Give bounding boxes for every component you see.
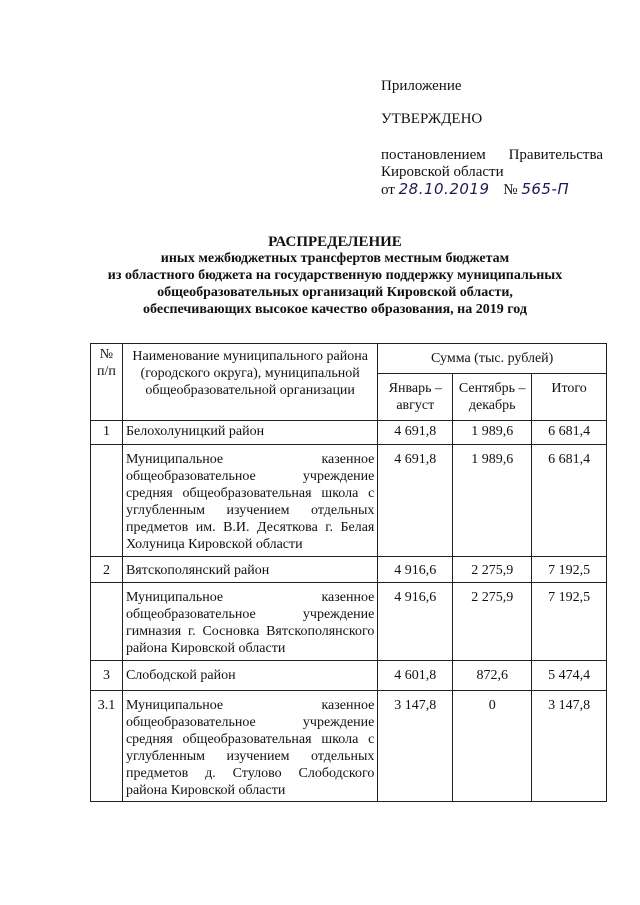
table-row bbox=[91, 421, 607, 445]
doc-subtitle-1: иных межбюджетных трансфертов местным бюджетам bbox=[160, 251, 510, 266]
doc-title: РАСПРЕДЕЛЕНИЕ bbox=[268, 234, 402, 250]
doc-subtitle-3: общеобразовательных организаций Кировской области, bbox=[157, 285, 513, 300]
row-total: 6 681,4 bbox=[532, 445, 607, 557]
row-sep: 1 989,6 bbox=[453, 421, 532, 445]
row-sep: 2 275,9 bbox=[453, 557, 532, 583]
table-row bbox=[91, 661, 607, 691]
row-num bbox=[91, 445, 123, 557]
row-name: Муниципальное казенное общеобразовательное учреждение средняя общеобразовательная школа с углубленным изучением отдельных предметов им. В.И. Десяткова г. Белая Холуница Кировской области bbox=[122, 445, 377, 557]
row-jan: 4 691,8 bbox=[378, 445, 453, 557]
row-jan: 4 601,8 bbox=[378, 661, 453, 691]
col-sep-header: Сентябрь – декабрь bbox=[453, 374, 532, 421]
col-jan-header: Январь – август bbox=[378, 374, 453, 421]
doc-subtitle-2: из областного бюджета на государственную поддержку муниципальных bbox=[107, 268, 563, 283]
row-jan: 4 691,8 bbox=[378, 421, 453, 445]
row-total: 5 474,4 bbox=[532, 661, 607, 691]
col-sum-header: Сумма (тыс. рублей) bbox=[378, 344, 607, 374]
row-num: 2 bbox=[91, 557, 123, 583]
distribution-table bbox=[90, 343, 607, 802]
row-name: Вятскополянский район bbox=[122, 557, 377, 583]
row-sep: 1 989,6 bbox=[453, 445, 532, 557]
row-name: Слободской район bbox=[122, 661, 377, 691]
row-total: 6 681,4 bbox=[532, 421, 607, 445]
row-name: Белохолуницкий район bbox=[122, 421, 377, 445]
row-total: 7 192,5 bbox=[532, 557, 607, 583]
decree-line1-right: Правительства bbox=[508, 147, 603, 163]
table-row bbox=[91, 445, 607, 557]
row-jan: 4 916,6 bbox=[378, 583, 453, 661]
decree-no-label: № bbox=[503, 182, 518, 198]
col-name-header: Наименование муниципального района (городского округа), муниципальной общеобразовательной организации bbox=[122, 344, 377, 421]
row-num bbox=[91, 583, 123, 661]
col-total-header: Итого bbox=[532, 374, 607, 421]
row-total: 7 192,5 bbox=[532, 583, 607, 661]
decree-line1 bbox=[381, 146, 603, 164]
decree-date: 28.10.2019 bbox=[398, 180, 490, 198]
decree-line2: Кировской области bbox=[381, 164, 504, 180]
col-num-header: № п/п bbox=[91, 344, 123, 421]
decree-line1-left: постановлением bbox=[381, 147, 486, 163]
appendix-label: Приложение bbox=[381, 78, 462, 94]
table-row bbox=[91, 691, 607, 802]
row-name: Муниципальное казенное общеобразовательное учреждение средняя общеобразовательная школа с углубленным изучением отдельных предметов д. Стулово Слободского района Кировской области bbox=[122, 691, 377, 802]
row-sep: 2 275,9 bbox=[453, 583, 532, 661]
row-num: 3 bbox=[91, 661, 123, 691]
table-row bbox=[91, 583, 607, 661]
decree-no: 565-П bbox=[521, 180, 570, 198]
row-jan: 4 916,6 bbox=[378, 557, 453, 583]
row-sep: 872,6 bbox=[453, 661, 532, 691]
row-num: 3.1 bbox=[91, 691, 123, 802]
row-jan: 3 147,8 bbox=[378, 691, 453, 802]
row-name: Муниципальное казенное общеобразовательное учреждение гимназия г. Сосновка Вятскополянского района Кировской области bbox=[122, 583, 377, 661]
table-row bbox=[91, 557, 607, 583]
decree-prefix: от bbox=[381, 182, 395, 198]
approved-label: УТВЕРЖДЕНО bbox=[381, 111, 483, 127]
decree-date-line bbox=[381, 180, 569, 199]
table-header-row bbox=[91, 344, 607, 374]
row-total: 3 147,8 bbox=[532, 691, 607, 802]
doc-subtitle-4: обеспечивающих высокое качество образования, на 2019 год bbox=[143, 302, 527, 317]
row-sep: 0 bbox=[453, 691, 532, 802]
row-num: 1 bbox=[91, 421, 123, 445]
